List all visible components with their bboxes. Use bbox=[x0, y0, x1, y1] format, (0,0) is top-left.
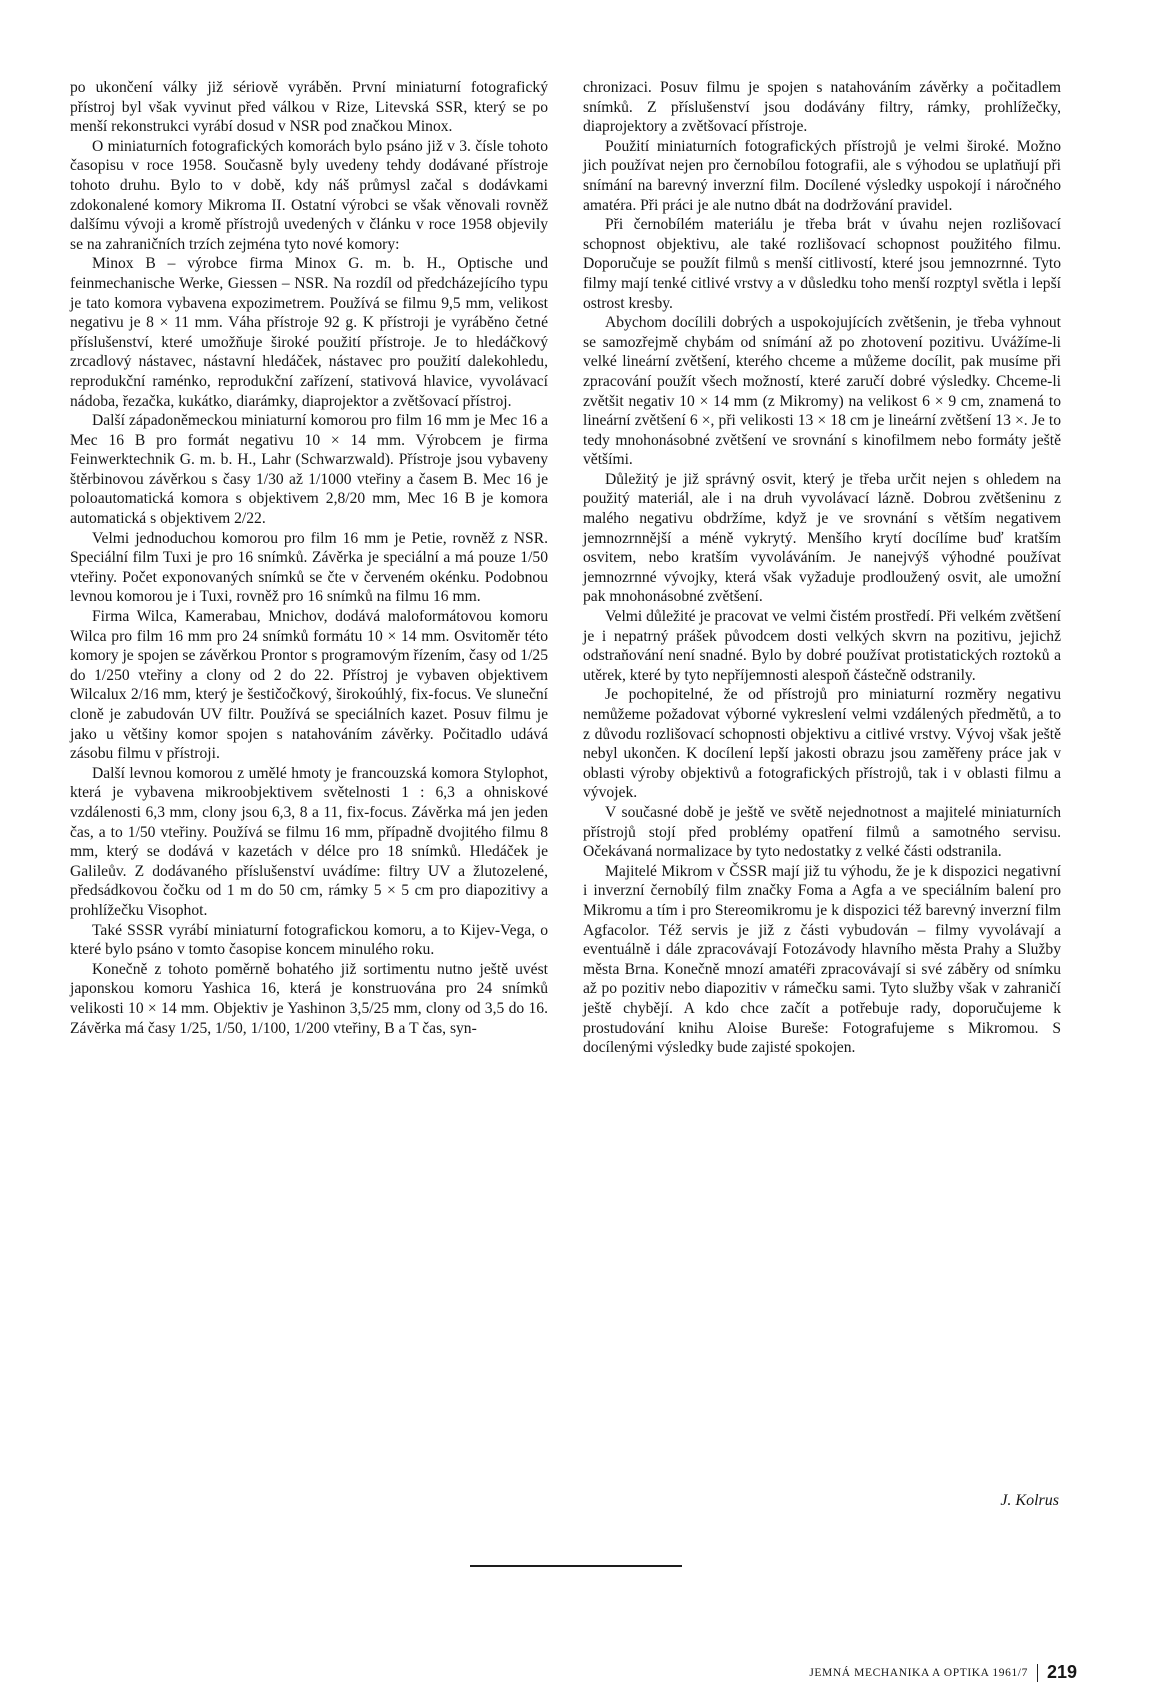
right-column bbox=[583, 78, 1061, 1058]
paragraph: Je pochopitelné, že od přístrojů pro miniaturní rozměry negativu nemůžeme požadovat výborné vykreslení velmi vzdálených předmětů, a to z důvodu rozlišovací schopnosti objektivu a citlivé vrstvy. Vývoj však ještě nebyl ukončen. K docílení lepší jakosti obrazu jsou zaměřeny práce jak v oblasti výroby objektivů a fotografických přístrojů, tak i v oblasti filmu a vývojek. bbox=[583, 686, 1061, 802]
paragraph: Další levnou komorou z umělé hmoty je francouzská komora Stylophot, která je vybavena mikroobjektivem světelnosti 1 : 6,3 a ohniskové vzdálenosti 6,3 mm, clony jsou 6,3, 8 a 11, fix-focus. Závěrka má jen jeden čas, a to 1/50 vteřiny. Používá se filmu 16 mm, případně dvojitého filmu 8 mm, který se dodává v kazetách v délce pro 18 snímků. Hledáček je Galileův. Z dodávaného příslušenství uvádíme: filtry UV a žlutozelené, předsádkovou čočku od 1 m do 50 cm, rámky 5 × 5 cm pro diapozitivy a prohlížečku Visophot. bbox=[70, 764, 548, 919]
page-footer bbox=[809, 1662, 1077, 1683]
article-end-rule bbox=[470, 1565, 682, 1567]
author-signature: J. Kolrus bbox=[1000, 1492, 1059, 1509]
paragraph: Abychom docílili dobrých a uspokojujících zvětšenin, je třeba vyhnout se samozřejmě chybám od snímání až po zhotovení pozitivu. Uvážíme-li velké lineární zvětšení, kterého chceme a můžeme docílit, pak musíme při zpracování použít všech možností, které zaručí dobré výsledky. Chceme-li zvětšit negativ 10 × 14 mm (z Mikromy) na velikost 6 × 9 cm, znamená to lineární zvětšení 6 ×, při velikosti 13 × 18 cm je lineární zvětšení 13 ×. Je to tedy mnohonásobné zvětšení ve srovnání s kinofilmem nebo formáty ještě většími. bbox=[583, 314, 1061, 469]
page-number: 219 bbox=[1046, 1662, 1077, 1682]
paragraph: Velmi jednoduchou komorou pro film 16 mm je Petie, rovněž z NSR. Speciální film Tuxi je pro 16 snímků. Závěrka je speciální a má pouze 1/50 vteřiny. Počet exponovaných snímků se čte v červeném okénku. Podobnou levnou komorou je i Tuxi, rovněž pro 16 snímků na filmu 16 mm. bbox=[70, 529, 548, 606]
paragraph: Firma Wilca, Kamerabau, Mnichov, dodává maloformátovou komoru Wilca pro film 16 mm pro 24 snímků formátu 10 × 14 mm. Osvitoměr této komory je spojen se závěrkou Prontor s programovým řízením, časy od 1/25 do 1/250 vteřiny a clony od 2 do 22. Přístroj je vybaven objektivem Wilcalux 2/16 mm, který je šestičočkový, širokoúhlý, fix-focus. Ve sluneční cloně je zabudován UV filtr. Používá se speciálních kazet. Posuv filmu je jako u většiny komor spojen s natahováním závěrky. Počitadlo udává zásobu filmu v přístroji. bbox=[70, 608, 548, 763]
paragraph: V současné době je ještě ve světě nejednotnost a majitelé miniaturních přístrojů stojí před problémy opatření filmů a samotného servisu. Očekávaná normalizace by tyto nedostatky z velké části odstranila. bbox=[583, 803, 1061, 861]
journal-name: JEMNÁ MECHANIKA A OPTIKA 1961/7 bbox=[809, 1666, 1028, 1679]
paragraph: Použití miniaturních fotografických přístrojů je velmi široké. Možno jich používat nejen pro černobílou fotografii, ale s výhodou se uplatňují při snímání na barevný inverzní film. Docílené výsledky uspokojí i náročného amatéra. Při práci je ale nutno dbát na dodržování pravidel. bbox=[583, 137, 1061, 214]
paragraph: Při černobílém materiálu je třeba brát v úvahu nejen rozlišovací schopnost objektivu, ale také rozlišovací schopnost použitého filmu. Doporučuje se použít filmů s menší citlivostí, které jsou jemnozrnné. Tyto filmy mají tenké citlivé vrstvy a v důsledku toho menší rozptyl světla i lepší ostrost kresby. bbox=[583, 216, 1061, 312]
paragraph: O miniaturních fotografických komorách bylo psáno již v 3. čísle tohoto časopisu v roce 1958. Současně byly uvedeny tehdy dodávané přístroje tohoto druhu. Bylo to v době, kdy náš průmysl začal s dodávkami zdokonalené komory Mikroma II. Ostatní výrobci se však věnovali rovněž dalšímu vývoji a kromě přístrojů uvedených v článku v roce 1958 objevily se na zahraničních trzích zejména tyto nové komory: bbox=[70, 137, 548, 253]
paragraph: Velmi důležité je pracovat ve velmi čistém prostředí. Při velkém zvětšení je i nepatrný prášek původcem dosti velkých skvrn na pozitivu, jejichž odstraňování není snadné. Bylo by dobré používat protistatických roztoků a utěrek, které by tyto nepříjemnosti alespoň částečně odstranily. bbox=[583, 608, 1061, 684]
paragraph: Také SSSR vyrábí miniaturní fotografickou komoru, a to Kijev-Vega, o které bylo psáno v tomto časopise koncem minulého roku. bbox=[70, 921, 548, 959]
paragraph: po ukončení války již sériově vyráběn. První miniaturní fotografický přístroj byl však vyvinut před válkou v Rize, Litevská SSR, který se po menší rekonstrukci vyrábí dosud v NSR pod značkou Minox. bbox=[70, 79, 548, 136]
paragraph: Další západoněmeckou miniaturní komorou pro film 16 mm je Mec 16 a Mec 16 B pro formát negativu 10 × 14 mm. Výrobcem je firma Feinwerktechnik G. m. b. H., Lahr (Schwarzwald). Přístroje jsou vybaveny štěrbinovou závěrkou s časy 1/30 až 1/1000 vteřiny a časem B. Mec 16 je poloautomatická komora s objektivem 2,8/20 mm, Mec 16 B je komora automatická s objektivem 2/22. bbox=[70, 412, 548, 528]
paragraph: Minox B – výrobce firma Minox G. m. b. H., Optische und feinmechanische Werke, Giessen – NSR. Na rozdíl od předcházejícího typu je tato komora vybavena expozimetrem. Používá se filmu 9,5 mm, velikost negativu je 8 × 11 mm. Váha přístroje 92 g. K přístroji je vyráběno četné příslušenství, které umožňuje široké použití přístroje. Je to hledáčkový zrcadlový nástavec, nástavní hledáček, nástavec pro použití dalekohledu, reprodukční raménko, reprodukční zařízení, stativová hlavice, vyvolávací nádoba, řezačka, kukátko, diarámky, diaprojektor a zvětšovací přístroj. bbox=[70, 255, 548, 410]
left-column bbox=[70, 78, 548, 1038]
paragraph: Konečně z tohoto poměrně bohatého již sortimentu nutno ještě uvést japonskou komoru Yashica 16, která je konstruována pro 24 snímků velikosti 10 × 14 mm. Objektiv je Yashinon 3,5/25 mm, clony od 3,5 do 16. Závěrka má časy 1/25, 1/50, 1/100, 1/200 vteřiny, B a T čas, syn- bbox=[70, 960, 548, 1037]
paragraph: chronizaci. Posuv filmu je spojen s natahováním závěrky a počitadlem snímků. Z příslušenství jsou dodávány filtry, rámky, prohlížečky, diaprojektory a zvětšovací přístroje. bbox=[583, 79, 1061, 136]
paragraph: Důležitý je již správný osvit, který je třeba určit nejen s ohledem na použitý materiál, ale i na druh vyvolávací lázně. Dobrou zvětšeninu z malého negativu obdržíme, když je ve srovnání s větším negativem jemnozrnnější a méně vykrytý. Menšího krytí docílíme buď kratším osvitem, nebo kratším vyvoláváním. Je nanejvýš výhodné používat jemnozrnné vývojky, která však vyžaduje prodloužený osvit, ale umožní pak mnohonásobné zvětšení. bbox=[583, 470, 1061, 606]
footer-divider bbox=[1037, 1664, 1038, 1682]
paragraph: Majitelé Mikrom v ČSSR mají již tu výhodu, že je k dispozici negativní i inverzní černobílý film značky Foma a Agfa a ve speciálním balení pro Mikromu a tím i pro Stereomikromu je k dispozici též barevný inverzní film Agfacolor. Též servis je již z části vybudován – filmy vyvolávají a eventuálně i dále zpracovávají Fotozávody hlavního města Prahy a Služby města Brna. Konečně mnozí amatéři zpracovávají si své záběry od snímku až po pozitiv nebo diapozitiv v rámečku sami. Tyto služby však v zahraničí ještě chybějí. A kdo chce začít a potřebuje rady, doporučujeme k prostudování knihu Aloise Bureše: Fotografujeme s Mikromou. S docílenými výsledky bude zajisté spokojen. bbox=[583, 862, 1061, 1057]
